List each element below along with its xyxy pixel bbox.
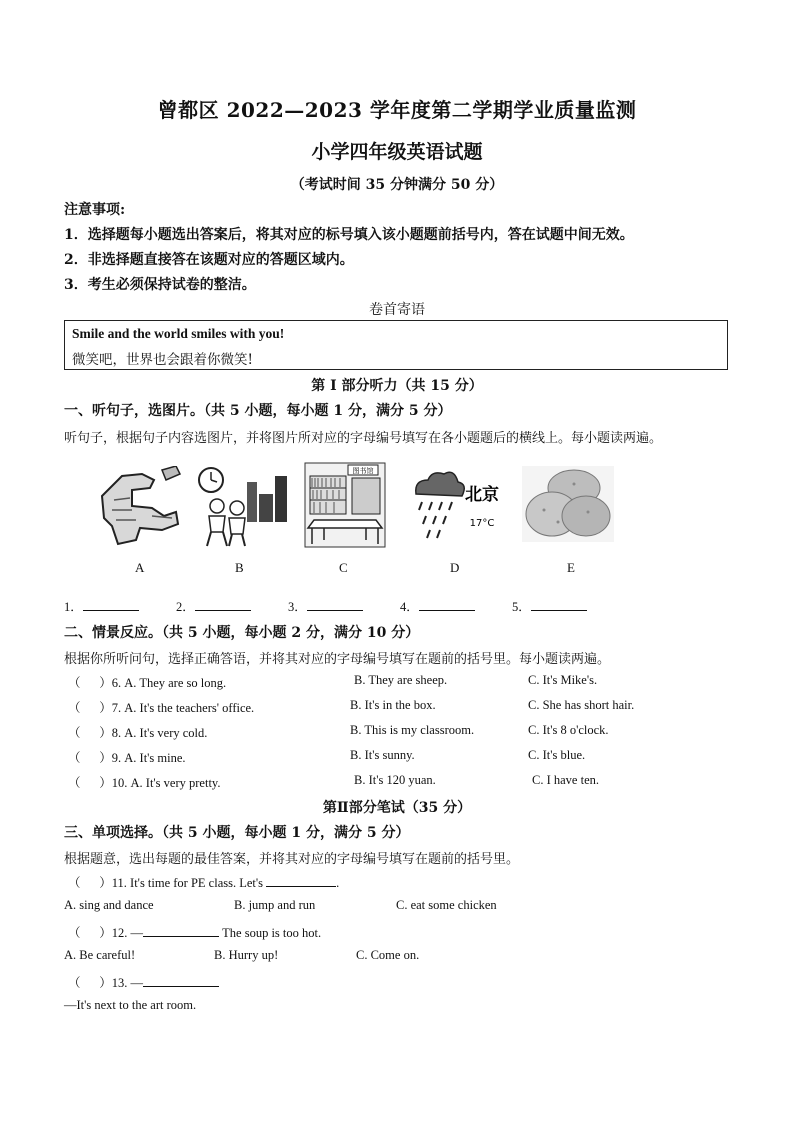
picture-label: A	[135, 560, 145, 575]
option-a: A. sing and dance	[64, 898, 154, 912]
picture-label: E	[567, 560, 575, 575]
picture-label: D	[450, 560, 460, 575]
weather-icon	[410, 466, 500, 546]
section3-title: 三、单项选择。（共 5 小题，每小题 1 分，满分 5 分）	[64, 825, 410, 841]
part2-title: 第Ⅱ部分笔试（35 分）	[322, 800, 472, 816]
answer-blank-5[interactable]: 5．	[512, 597, 587, 615]
exam-info: （考试时间 35 分钟满分 50 分）	[290, 177, 504, 193]
picture-a	[92, 466, 182, 546]
library-icon	[304, 462, 386, 548]
exam-title: 曾都区 2022—2023 学年度第二学期学业质量监测	[157, 98, 637, 122]
option-b: B. It's sunny.	[350, 748, 415, 762]
option-c: C. She has short hair.	[528, 698, 635, 712]
notes-heading: 注意事项:	[64, 202, 126, 218]
question-10[interactable]: （ ）10. A. It's very pretty.	[68, 776, 221, 790]
picture-d	[410, 466, 500, 546]
question-6[interactable]: （ ）6. A. They are so long.	[68, 676, 227, 690]
option-b: B. It's 120 yuan.	[354, 773, 436, 787]
option-b: B. They are sheep.	[354, 673, 448, 687]
question-9[interactable]: （ ）9. A. It's mine.	[68, 751, 186, 765]
option-b: B. jump and run	[234, 898, 316, 912]
answer-line: —It's next to the art room.	[64, 998, 197, 1012]
section1-instruction: 听句子，根据句子内容选图片，并将图片所对应的字母编号填写在各小题题后的横线上。每小题读两遍。	[64, 431, 663, 446]
library-sign: 图书馆	[352, 467, 374, 475]
motto-box	[64, 320, 728, 370]
option-b: B. This is my classroom.	[350, 723, 475, 737]
note-item: 2．非选择题直接答在该题对应的答题区域内。	[64, 252, 354, 268]
picture-c	[304, 462, 386, 548]
answer-blank-3[interactable]: 3．	[288, 597, 363, 615]
section2-instruction: 根据你所听问句，选择正确答语，并将其对应的字母编号填写在题前的括号里。每小题读两遍。	[64, 652, 611, 667]
motto-english: Smile and the world smiles with you!	[72, 326, 285, 341]
section3-instruction: 根据题意，选出每题的最佳答案，并将其对应的字母编号填写在题前的括号里。	[64, 852, 520, 867]
part1-title: 第 I 部分听力（共 15 分）	[311, 378, 483, 394]
motto-chinese: 微笑吧，世界也会跟着你微笑!	[72, 352, 253, 368]
picture-label: C	[339, 560, 348, 575]
kids-clock-icon	[195, 466, 290, 548]
weather-city: 北京	[465, 485, 499, 505]
answer-blank-4[interactable]: 4．	[400, 597, 475, 615]
question-7[interactable]: （ ）7. A. It's the teachers' office.	[68, 701, 255, 715]
question-8[interactable]: （ ）8. A. It's very cold.	[68, 726, 208, 740]
weather-temp: 17°C	[469, 518, 495, 529]
option-c: C. I have ten.	[532, 773, 599, 787]
picture-e	[522, 466, 614, 542]
answer-blank-2[interactable]: 2．	[176, 597, 251, 615]
question-12[interactable]: （ ）12. — The soup is too hot.	[68, 926, 322, 940]
section1-title: 一、听句子，选图片。（共 5 小题，每小题 1 分，满分 5 分）	[64, 403, 452, 419]
potato-icon	[522, 466, 614, 542]
option-c: C. It's Mike's.	[528, 673, 598, 687]
option-b: B. It's in the box.	[350, 698, 436, 712]
sweater-icon	[92, 466, 182, 546]
answer-blank-1[interactable]: 1．	[64, 597, 139, 615]
option-c: C. It's blue.	[528, 748, 586, 762]
option-c: C. Come on.	[356, 948, 420, 962]
note-item: 3．考生必须保持试卷的整洁。	[64, 277, 256, 293]
question-11[interactable]: （ ）11. It's time for PE class. Let's .	[68, 876, 340, 890]
question-13[interactable]: （ ）13. —	[68, 973, 219, 991]
note-item: 1．选择题每小题选出答案后，将其对应的标号填入该小题题前括号内，答在试题中间无效。	[64, 227, 634, 243]
picture-label: B	[235, 560, 244, 575]
picture-b	[195, 466, 290, 548]
option-a: A. Be careful!	[64, 948, 136, 962]
motto-heading: 卷首寄语	[369, 302, 425, 318]
option-c: C. eat some chicken	[396, 898, 497, 912]
section2-title: 二、情景反应。（共 5 小题，每小题 2 分，满分 10 分）	[64, 625, 420, 641]
option-b: B. Hurry up!	[214, 948, 279, 962]
exam-subtitle: 小学四年级英语试题	[311, 141, 483, 163]
option-c: C. It's 8 o'clock.	[528, 723, 609, 737]
